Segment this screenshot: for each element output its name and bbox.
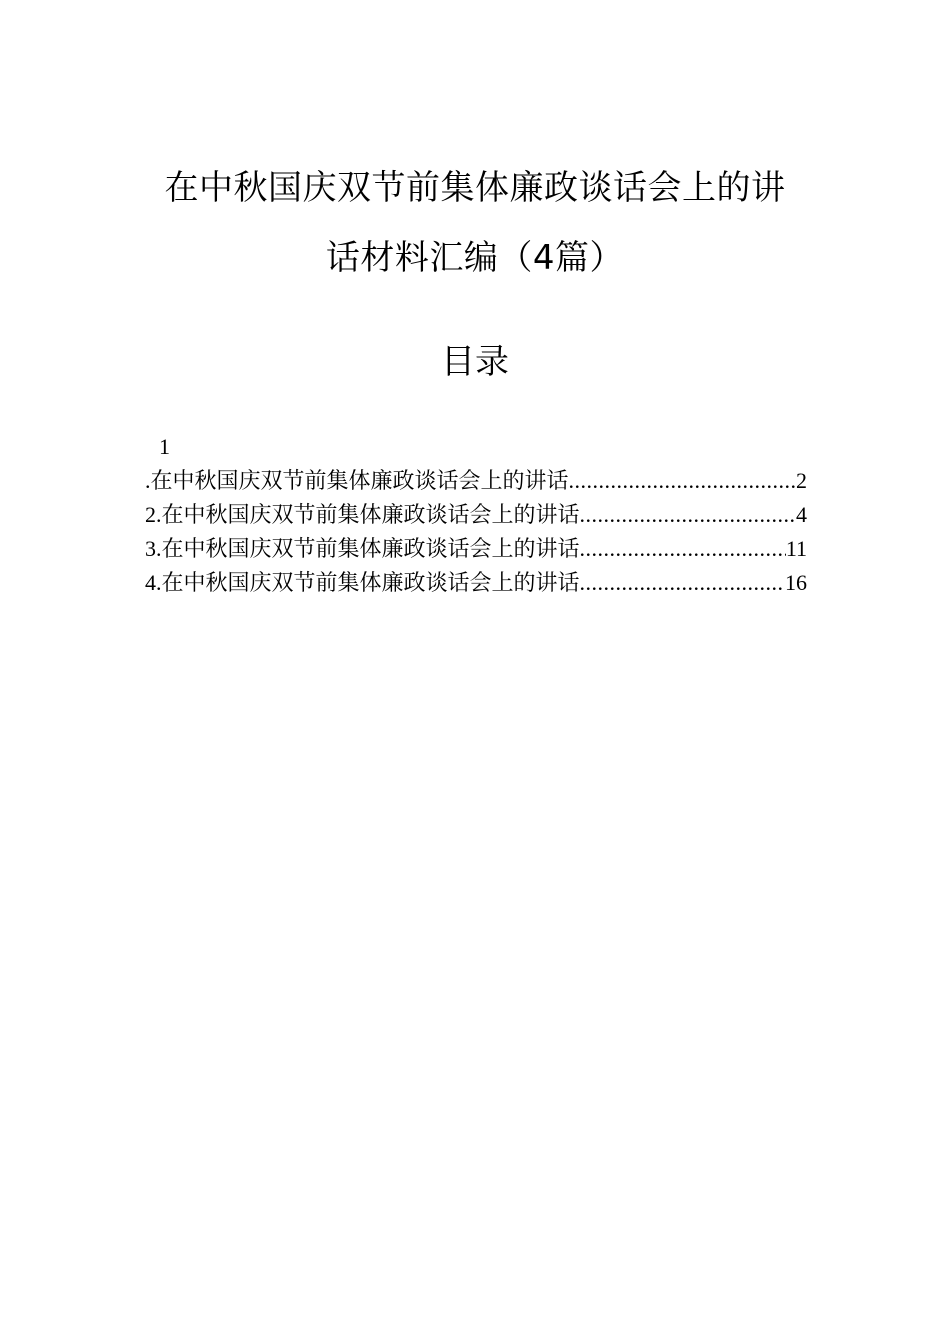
- toc-entry-page: 2: [796, 468, 807, 493]
- toc-entry-2[interactable]: [145, 498, 807, 532]
- toc-entry-page: 4: [796, 502, 807, 527]
- toc-entry-text: 4.在中秋国庆双节前集体廉政谈话会上的讲话: [145, 570, 580, 595]
- toc-entry-text: 2.在中秋国庆双节前集体廉政谈话会上的讲话: [145, 502, 580, 527]
- toc-entry-3[interactable]: [145, 532, 807, 566]
- toc-entry-page: 11: [785, 536, 807, 561]
- table-of-contents: [145, 430, 807, 600]
- toc-entry-1[interactable]: [145, 464, 807, 498]
- document-title-line-2: 话材料汇编（4篇）: [325, 238, 625, 278]
- toc-entry-4[interactable]: [145, 566, 807, 600]
- toc-leader-dots: [580, 566, 785, 600]
- toc-heading: 目录: [441, 342, 509, 382]
- toc-entry-number: 1: [159, 434, 170, 459]
- toc-entry-text: .在中秋国庆双节前集体廉政谈话会上的讲话: [145, 468, 569, 493]
- document-title-line-1: 在中秋国庆双节前集体廉政谈话会上的讲: [164, 168, 786, 208]
- toc-leader-dots: [569, 464, 796, 498]
- toc-leader-dots: [580, 498, 796, 532]
- toc-entry-text: 3.在中秋国庆双节前集体廉政谈话会上的讲话: [145, 536, 580, 561]
- toc-leader-dots: [580, 532, 786, 566]
- toc-entry-page: 16: [785, 570, 807, 595]
